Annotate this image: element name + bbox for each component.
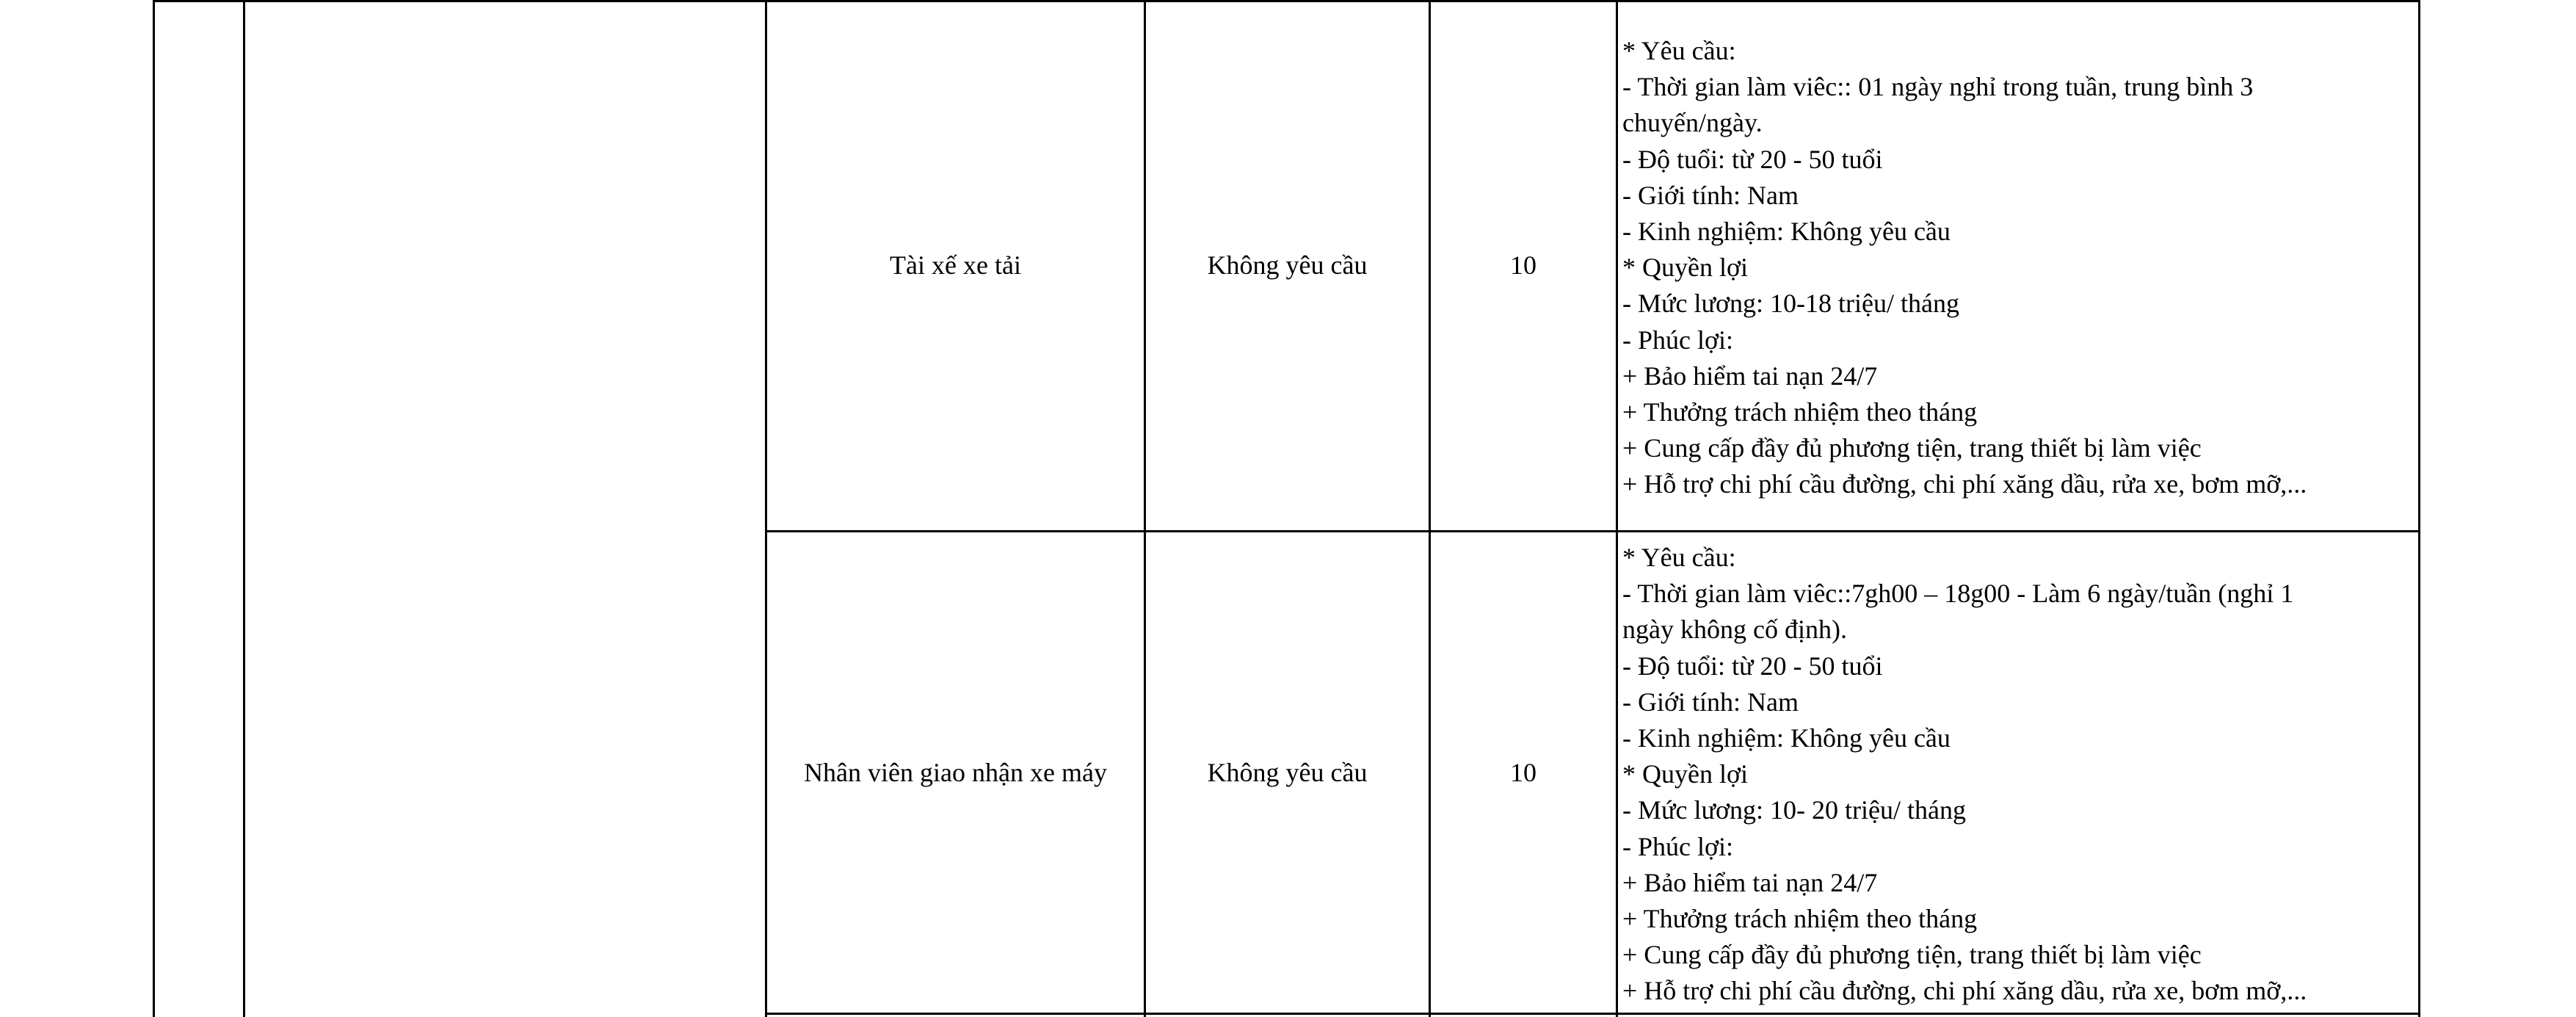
detail-line: - Mức lương: 10- 20 triệu/ tháng — [1622, 795, 1966, 825]
table-cell-qualification — [1146, 532, 1429, 1013]
detail-line: + Thưởng trách nhiệm theo tháng — [1622, 397, 1978, 427]
detail-line: ngày không cố định). — [1622, 615, 1847, 645]
detail-line: chuyến/ngày. — [1622, 108, 1763, 138]
table-border-col-5 — [1616, 0, 1618, 1017]
detail-line: * Yêu cầu: — [1622, 36, 1736, 65]
qualification-text: Không yêu cầu — [1207, 250, 1368, 280]
table-cell-details — [1622, 540, 2307, 1009]
table-cell-position — [767, 532, 1144, 1013]
detail-line: - Kinh nghiệm: Không yêu cầu — [1622, 723, 1951, 753]
table-border-right — [2418, 0, 2420, 1017]
detail-line: + Cung cấp đầy đủ phương tiện, trang thiết bị làm việc — [1622, 940, 2202, 970]
qualification-text: Không yêu cầu — [1207, 757, 1368, 787]
detail-line: - Độ tuổi: từ 20 - 50 tuổi — [1622, 651, 1883, 681]
detail-line: + Cung cấp đầy đủ phương tiện, trang thiết bị làm việc — [1622, 433, 2202, 463]
detail-line: + Hỗ trợ chi phí cầu đường, chi phí xăng dầu, rửa xe, bơm mỡ,... — [1622, 469, 2307, 499]
detail-line: - Phúc lợi: — [1622, 325, 1734, 355]
detail-line: - Độ tuổi: từ 20 - 50 tuổi — [1622, 144, 1883, 174]
detail-line: - Thời gian làm viêc::7gh00 – 18g00 - Làm 6 ngày/tuần (nghỉ 1 — [1622, 579, 2294, 609]
table-cell-position — [767, 0, 1144, 530]
detail-line: + Thưởng trách nhiệm theo tháng — [1622, 903, 1978, 933]
position-title: Nhân viên giao nhận xe máy — [804, 757, 1107, 787]
detail-line: + Hỗ trợ chi phí cầu đường, chi phí xăng dầu, rửa xe, bơm mỡ,... — [1622, 976, 2307, 1006]
detail-line: * Quyền lợi — [1622, 253, 1749, 283]
detail-line: + Bảo hiểm tai nạn 24/7 — [1622, 867, 1878, 897]
table-cell-quantity — [1431, 0, 1616, 530]
detail-line: - Thời gian làm viêc:: 01 ngày nghỉ trong tuần, trung bình 3 — [1622, 72, 2254, 102]
detail-line: - Phúc lợi: — [1622, 831, 1734, 861]
detail-line: + Bảo hiểm tai nạn 24/7 — [1622, 361, 1878, 391]
detail-line: * Quyền lợi — [1622, 759, 1749, 789]
table-border-col-1 — [243, 0, 245, 1017]
table-cell-qualification — [1146, 0, 1429, 530]
quantity-text: 10 — [1510, 757, 1536, 787]
detail-line: - Kinh nghiệm: Không yêu cầu — [1622, 216, 1951, 246]
quantity-text: 10 — [1510, 250, 1536, 280]
detail-line: - Mức lương: 10-18 triệu/ tháng — [1622, 289, 1959, 319]
table-cell-quantity — [1431, 532, 1616, 1013]
detail-line: * Yêu cầu: — [1622, 543, 1736, 572]
detail-line: - Giới tính: Nam — [1622, 687, 1799, 717]
detail-line: - Giới tính: Nam — [1622, 180, 1799, 210]
table-border-bottom — [765, 1013, 2420, 1015]
table-border-left — [153, 0, 155, 1017]
position-title: Tài xế xe tải — [890, 250, 1021, 280]
table-cell-details — [1622, 33, 2307, 502]
